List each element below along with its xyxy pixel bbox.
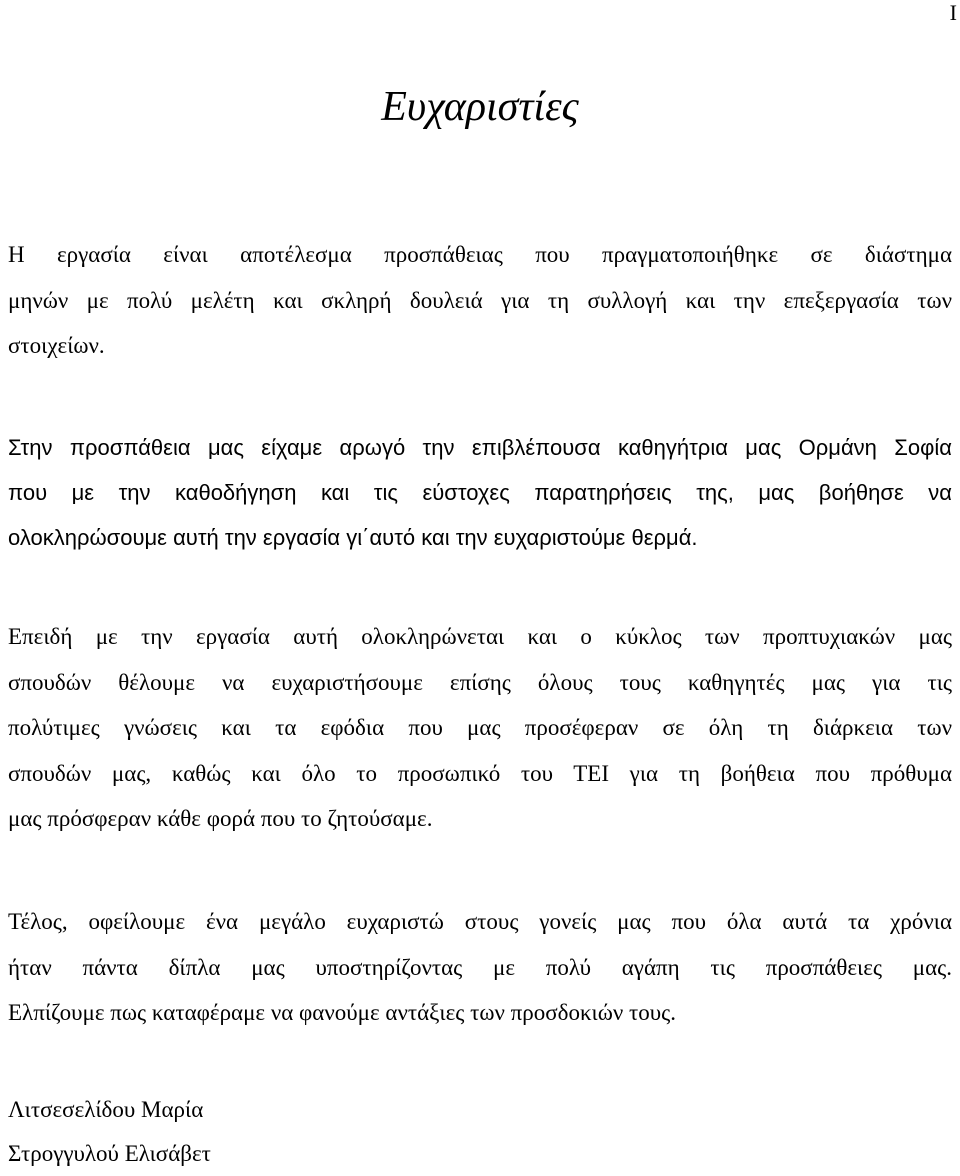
paragraph-line: μηνών με πολύ μελέτη και σκληρή δουλειά για τη συλλογή και την επεξεργασία των xyxy=(8,287,952,313)
page-number: I xyxy=(949,0,957,25)
paragraph-line: σπουδών θέλουμε να ευχαριστήσουμε επίσης όλους τους καθηγητές μας για τις xyxy=(8,669,952,695)
paragraph-line: Η εργασία είναι αποτέλεσμα προσπάθειας που πραγματοποιήθηκε σε διάστημα xyxy=(8,242,952,267)
paragraph-intro xyxy=(8,232,952,369)
page-title: Ευχαριστίες xyxy=(381,84,579,130)
paragraph-line: Στην προσπάθεια μας είχαμε αρωγό την επιβλέπουσα καθηγήτρια μας Ορμάνη Σοφία xyxy=(8,435,952,460)
paragraph-line: Επειδή με την εργασία αυτή ολοκληρώνεται και ο κύκλος των προπτυχιακών μας xyxy=(8,624,952,649)
paragraph-professors xyxy=(8,614,952,842)
paragraph-line: που με την καθοδήγηση και τις εύστοχες παρατηρήσεις της, μας βοήθησε να xyxy=(8,480,952,505)
signature-name: Λιτσεσελίδου Μαρία xyxy=(8,1097,204,1122)
paragraph-line: στοιχείων. xyxy=(8,333,105,358)
signature-name: Στρογγυλού Ελισάβετ xyxy=(8,1141,211,1166)
paragraph-line: Ελπίζουμε πως καταφέραμε να φανούμε αντάξιες των προσδοκιών τους. xyxy=(8,1000,676,1025)
paragraph-line: Τέλος, οφείλουμε ένα μεγάλο ευχαριστώ στους γονείς μας που όλα αυτά τα χρόνια xyxy=(8,909,952,934)
paragraph-line: πολύτιμες γνώσεις και τα εφόδια που μας προσέφεραν σε όλη τη διάρκεια των xyxy=(8,715,952,740)
paragraph-line: μας πρόσφεραν κάθε φορά που το ζητούσαμε. xyxy=(8,806,433,831)
paragraph-line: ήταν πάντα δίπλα μας υποστηρίζοντας με πολύ αγάπη τις προσπάθειες μας. xyxy=(8,954,952,980)
signatures xyxy=(8,1088,211,1176)
paragraph-parents xyxy=(8,899,952,1036)
paragraph-line: ολοκληρώσουμε αυτή την εργασία γι΄αυτό και την ευχαριστούμε θερμά. xyxy=(8,525,698,550)
paragraph-supervisor xyxy=(8,425,952,560)
paragraph-line: σπουδών μας, καθώς και όλο το προσωπικό του ΤΕΙ για τη βοήθεια που πρόθυμα xyxy=(8,760,952,786)
